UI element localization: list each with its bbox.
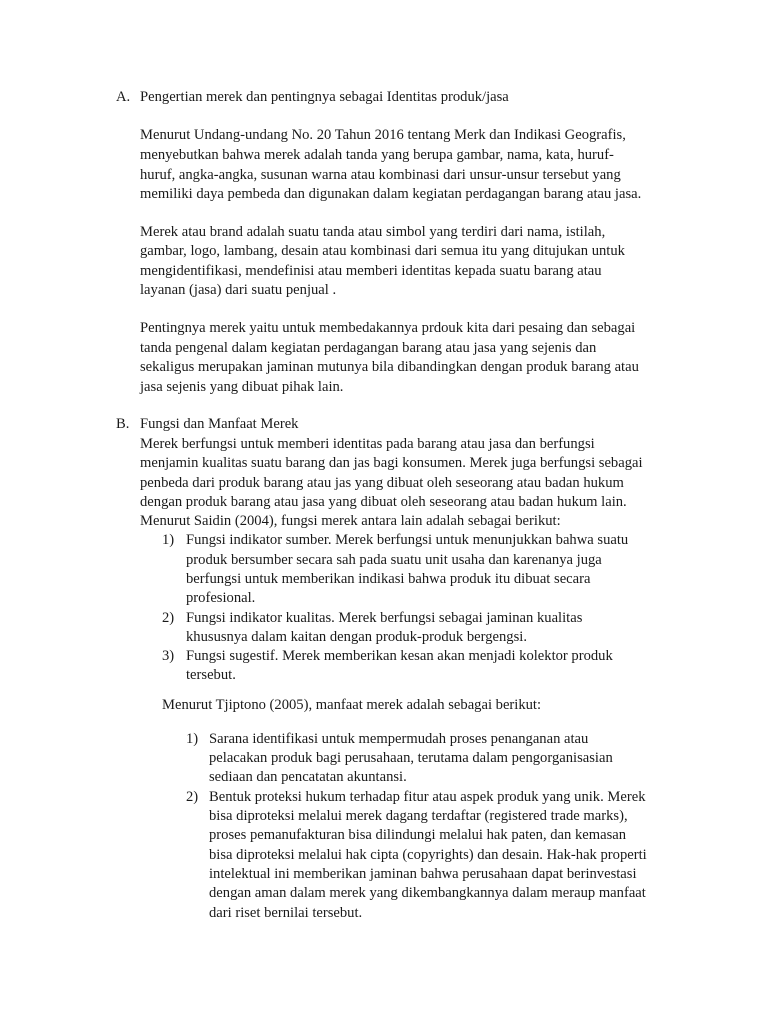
list-line: Sarana identifikasi untuk mempermudah proses penanganan atau	[209, 731, 589, 747]
list-number: 3)	[162, 648, 175, 664]
list-line: Fungsi indikator kualitas. Merek berfungsi sebagai jaminan kualitas	[186, 610, 583, 626]
list-number: 2)	[186, 789, 199, 805]
paragraph-line: menjamin kualitas suatu barang dan jas bagi konsumen. Merek juga berfungsi sebagai	[140, 455, 643, 471]
paragraph-line: penbeda dari produk barang atau jas yang dibuat oleh seseorang atau badan hukum	[140, 475, 624, 491]
list-line: pelacakan produk bagi perusahaan, terutama dalam pengorganisasian	[209, 750, 613, 766]
section-b-marker: B.	[116, 416, 130, 432]
paragraph-line: Pentingnya merek yaitu untuk membedakannya prdouk kita dari pesaing dan sebagai	[140, 320, 636, 336]
section-a-marker: A.	[116, 89, 131, 105]
paragraph-line: Merek atau brand adalah suatu tanda atau simbol yang terdiri dari nama, istilah,	[140, 224, 606, 240]
list-line: khususnya dalam kaitan dengan produk-produk bergengsi.	[186, 629, 527, 645]
list-number: 1)	[162, 532, 175, 548]
paragraph-line: mengidentifikasi, mendefinisi atau memberi identitas kepada suatu barang atau	[140, 263, 602, 279]
paragraph-line: dengan produk barang atau jasa yang dibuat oleh seseorang atau badan hukum lain.	[140, 494, 627, 510]
list-line: bisa diproteksi melalui merek dagang terdaftar (registered trade marks),	[209, 808, 628, 824]
list-number: 1)	[186, 731, 199, 747]
paragraph-line: Merek berfungsi untuk memberi identitas pada barang atau jasa dan berfungsi	[140, 436, 595, 452]
paragraph-line: huruf, angka-angka, susunan warna atau kombinasi dari unsur-unsur tersebut yang	[140, 167, 621, 183]
list-line: proses pemanufakturan bisa dilindungi melalui hak paten, dan kemasan	[209, 827, 627, 843]
list-line: Fungsi indikator sumber. Merek berfungsi untuk menunjukkan bahwa suatu	[186, 532, 629, 548]
paragraph-line: gambar, logo, lambang, desain atau kombinasi dari semua itu yang ditujukan untuk	[140, 243, 625, 259]
paragraph-line: Menurut Saidin (2004), fungsi merek antara lain adalah sebagai berikut:	[140, 513, 561, 529]
paragraph-line: menyebutkan bahwa merek adalah tanda yang berupa gambar, nama, kata, huruf-	[140, 147, 614, 163]
list-line: intelektual ini memberikan jaminan bahwa perusahaan dapat berinvestasi	[209, 866, 637, 882]
list-line: sediaan dan pencatatan akuntansi.	[209, 769, 407, 785]
paragraph-line: memiliki daya pembeda dan digunakan dalam kegiatan perdagangan barang atau jasa.	[140, 186, 642, 202]
paragraph-line: tanda pengenal dalam kegiatan perdagangan barang atau jasa yang sejenis dan	[140, 340, 597, 356]
paragraph-line: Menurut Undang-undang No. 20 Tahun 2016 tentang Merk dan Indikasi Geografis,	[140, 127, 626, 143]
list-line: dengan aman dalam merek yang dikembangkannya dalam meraup manfaat	[209, 885, 646, 901]
list-line: tersebut.	[186, 667, 236, 683]
section-a-heading: Pengertian merek dan pentingnya sebagai Identitas produk/jasa	[140, 89, 509, 105]
section-b-heading: Fungsi dan Manfaat Merek	[140, 416, 299, 432]
list-line: dari riset bernilai tersebut.	[209, 905, 363, 921]
list-line: berfungsi untuk memberikan indikasi bahwa produk itu dibuat secara	[186, 571, 591, 587]
paragraph-line: jasa sejenis yang dibuat pihak lain.	[140, 379, 344, 395]
list-line: Fungsi sugestif. Merek memberikan kesan akan menjadi kolektor produk	[186, 648, 613, 664]
paragraph-line: sekaligus merupakan jaminan mutunya bila dibandingkan dengan produk barang atau	[140, 359, 639, 375]
list-line: Bentuk proteksi hukum terhadap fitur atau aspek produk yang unik. Merek	[209, 789, 646, 805]
list-line: produk bersumber secara sah pada suatu unit usaha dan karenanya juga	[186, 552, 602, 568]
list-line: profesional.	[186, 590, 256, 606]
list-line: bisa diproteksi melalui hak cipta (copyrights) dan desain. Hak-hak properti	[209, 847, 647, 863]
paragraph-line: layanan (jasa) dari suatu penjual .	[140, 282, 337, 298]
manfaat-intro: Menurut Tjiptono (2005), manfaat merek adalah sebagai berikut:	[162, 697, 542, 713]
list-number: 2)	[162, 610, 175, 626]
